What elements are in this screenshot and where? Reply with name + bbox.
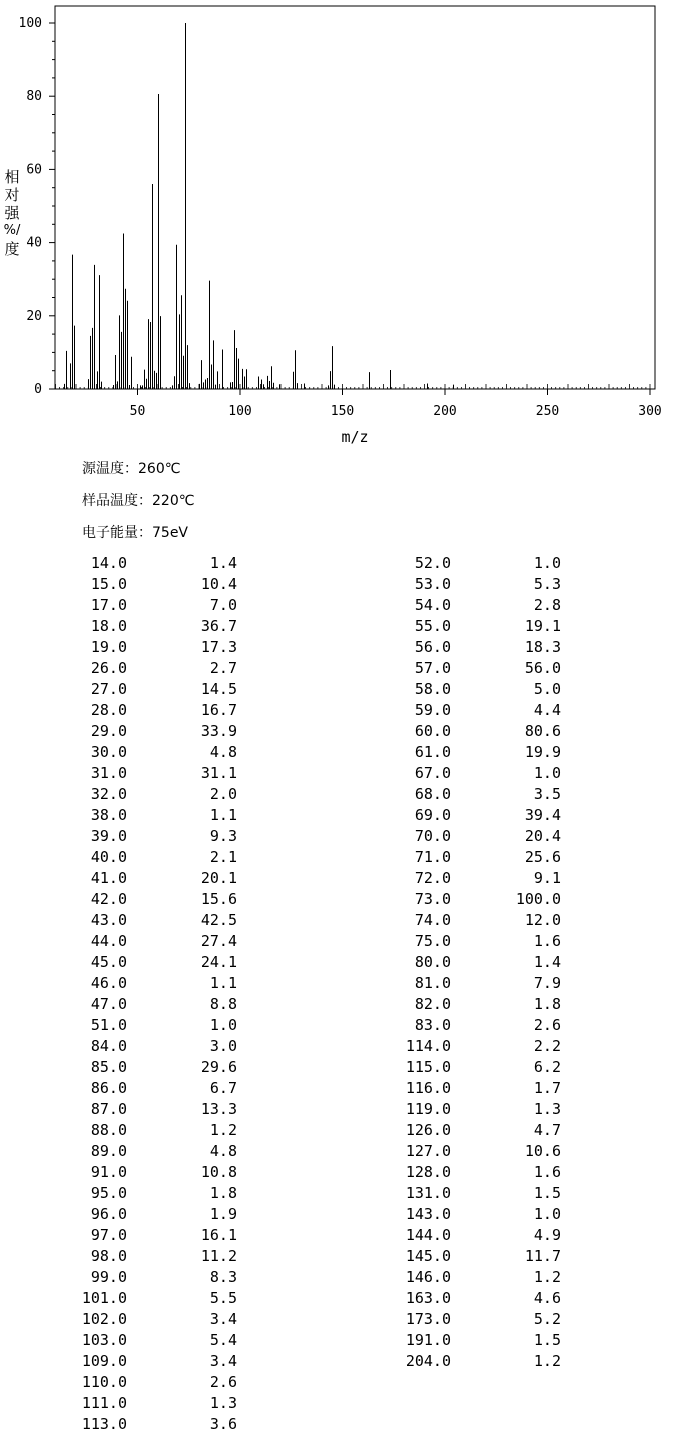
peak-intensity: 20.1 — [200, 869, 237, 887]
peak-mz: 61.0 — [414, 743, 451, 761]
peak-mz: 114.0 — [405, 1037, 451, 1055]
peak-mz: 191.0 — [405, 1331, 451, 1349]
peak-intensity: 1.0 — [533, 764, 561, 782]
peak-mz: 43.0 — [90, 911, 127, 929]
peak-intensity: 5.5 — [209, 1289, 237, 1307]
peak-mz: 54.0 — [414, 596, 451, 614]
right-column-row — [0, 721, 680, 742]
peak-mz: 88.0 — [90, 1121, 127, 1139]
peak-mz: 57.0 — [414, 659, 451, 677]
x-tick-label: 50 — [129, 404, 146, 419]
peak-mz: 144.0 — [405, 1226, 451, 1244]
right-column-row — [0, 931, 680, 952]
peak-mz: 127.0 — [405, 1142, 451, 1160]
peak-intensity: 80.6 — [524, 722, 561, 740]
peak-mz: 74.0 — [414, 911, 451, 929]
peak-intensity: 1.3 — [209, 1394, 237, 1412]
peak-mz: 15.0 — [90, 575, 127, 593]
peak-intensity: 2.8 — [533, 596, 561, 614]
peak-mz: 47.0 — [90, 995, 127, 1013]
peak-mz: 53.0 — [414, 575, 451, 593]
peak-mz: 67.0 — [414, 764, 451, 782]
peak-mz: 14.0 — [90, 554, 127, 572]
x-tick-label: 200 — [433, 404, 457, 419]
peak-intensity: 4.7 — [533, 1121, 561, 1139]
peak-mz: 111.0 — [81, 1394, 127, 1412]
y-tick-label: 80 — [26, 89, 42, 105]
peak-intensity: 4.9 — [533, 1226, 561, 1244]
peak-mz: 19.0 — [90, 638, 127, 656]
electron-energy: 电子能量：75eV — [82, 525, 189, 541]
peak-mz: 38.0 — [90, 806, 127, 824]
peak-intensity: 9.1 — [533, 869, 561, 887]
peak-mz: 128.0 — [405, 1163, 451, 1181]
y-tick-label: 40 — [26, 235, 42, 251]
peak-mz: 28.0 — [90, 701, 127, 719]
y-label-char: 相 — [4, 168, 20, 186]
right-column-row — [0, 1183, 680, 1204]
peak-intensity: 1.0 — [209, 1016, 237, 1034]
peak-intensity: 1.3 — [533, 1100, 561, 1118]
peak-intensity: 7.0 — [209, 596, 237, 614]
peak-mz: 52.0 — [414, 554, 451, 572]
peak-intensity: 8.8 — [209, 995, 237, 1013]
peak-mz: 26.0 — [90, 659, 127, 677]
right-column-row — [0, 889, 680, 910]
peak-intensity: 31.1 — [200, 764, 237, 782]
y-label-char: 度 — [4, 240, 20, 258]
right-column-row — [0, 595, 680, 616]
peak-mz: 58.0 — [414, 680, 451, 698]
peak-mz: 146.0 — [405, 1268, 451, 1286]
peak-mz: 102.0 — [81, 1310, 127, 1328]
right-column-row — [0, 1351, 680, 1372]
peak-intensity: 10.8 — [200, 1163, 237, 1181]
peak-mz: 18.0 — [90, 617, 127, 635]
peak-intensity: 39.4 — [524, 806, 561, 824]
peak-intensity: 9.3 — [209, 827, 237, 845]
right-column-row — [0, 1078, 680, 1099]
peak-mz: 83.0 — [414, 1016, 451, 1034]
peak-mz: 42.0 — [90, 890, 127, 908]
peak-intensity: 2.6 — [533, 1016, 561, 1034]
peak-intensity: 14.5 — [200, 680, 237, 698]
y-tick-label: 0 — [34, 382, 42, 397]
peak-intensity: 1.6 — [533, 1163, 561, 1181]
right-column-row — [0, 973, 680, 994]
peak-mz: 56.0 — [414, 638, 451, 656]
right-column-row — [0, 1267, 680, 1288]
right-column-row — [0, 763, 680, 784]
peak-mz: 68.0 — [414, 785, 451, 803]
peak-mz: 116.0 — [405, 1079, 451, 1097]
peak-mz: 126.0 — [405, 1121, 451, 1139]
peak-mz: 55.0 — [414, 617, 451, 635]
axis-ticks — [49, 23, 650, 395]
peak-mz: 204.0 — [405, 1352, 451, 1370]
peak-intensity: 3.4 — [209, 1352, 237, 1370]
peak-intensity: 1.0 — [533, 1205, 561, 1223]
peak-mz: 115.0 — [405, 1058, 451, 1076]
right-column-row — [0, 1330, 680, 1351]
right-column-row — [0, 1309, 680, 1330]
peak-mz: 101.0 — [81, 1289, 127, 1307]
right-column-row — [0, 868, 680, 889]
peak-mz: 73.0 — [414, 890, 451, 908]
x-tick-label: 300 — [638, 404, 662, 419]
peak-intensity: 42.5 — [200, 911, 237, 929]
peak-mz: 40.0 — [90, 848, 127, 866]
peak-intensity: 19.1 — [524, 617, 561, 635]
peak-intensity: 1.1 — [209, 974, 237, 992]
peak-mz: 39.0 — [90, 827, 127, 845]
peak-mz: 97.0 — [90, 1226, 127, 1244]
peak-mz: 81.0 — [414, 974, 451, 992]
peak-intensity: 56.0 — [524, 659, 561, 677]
peak-intensity: 2.6 — [209, 1373, 237, 1391]
peak-intensity: 7.9 — [533, 974, 561, 992]
source-temperature: 源温度：260℃ — [82, 461, 181, 477]
right-column-row — [0, 679, 680, 700]
peak-mz: 80.0 — [414, 953, 451, 971]
peak-intensity: 18.3 — [524, 638, 561, 656]
right-column-row — [0, 826, 680, 847]
peak-mz: 45.0 — [90, 953, 127, 971]
peak-mz: 75.0 — [414, 932, 451, 950]
peak-mz: 82.0 — [414, 995, 451, 1013]
right-column-row — [0, 637, 680, 658]
y-tick-label: 100 — [18, 16, 42, 31]
right-column-row — [0, 658, 680, 679]
right-column-row — [0, 1057, 680, 1078]
peak-intensity: 2.0 — [209, 785, 237, 803]
peak-intensity: 36.7 — [200, 617, 237, 635]
peak-intensity: 19.9 — [524, 743, 561, 761]
peak-intensity: 17.3 — [200, 638, 237, 656]
right-column-row — [0, 700, 680, 721]
peak-intensity: 4.8 — [209, 1142, 237, 1160]
peak-mz: 85.0 — [90, 1058, 127, 1076]
peak-intensity: 1.8 — [533, 995, 561, 1013]
peak-mz: 32.0 — [90, 785, 127, 803]
peak-intensity: 3.5 — [533, 785, 561, 803]
peak-mz: 98.0 — [90, 1247, 127, 1265]
right-column-row — [0, 574, 680, 595]
peak-mz: 163.0 — [405, 1289, 451, 1307]
peak-mz: 71.0 — [414, 848, 451, 866]
right-column-row — [0, 1036, 680, 1057]
peak-intensity: 33.9 — [200, 722, 237, 740]
peak-mz: 89.0 — [90, 1142, 127, 1160]
right-column-row — [0, 616, 680, 637]
peak-mz: 109.0 — [81, 1352, 127, 1370]
peak-intensity: 10.6 — [524, 1142, 561, 1160]
right-column-row — [0, 553, 680, 574]
peak-intensity: 1.2 — [209, 1121, 237, 1139]
peak-intensity: 2.2 — [533, 1037, 561, 1055]
right-column-row — [0, 952, 680, 973]
y-label-char: 强 — [4, 204, 20, 222]
plot-frame — [55, 6, 655, 389]
peak-intensity: 10.4 — [200, 575, 237, 593]
peak-intensity: 29.6 — [200, 1058, 237, 1076]
peak-intensity: 8.3 — [209, 1268, 237, 1286]
peak-mz: 51.0 — [90, 1016, 127, 1034]
tick-labels — [19, 16, 662, 419]
right-column-row — [0, 1141, 680, 1162]
mass-spectrum-chart — [0, 0, 680, 450]
peak-mz: 131.0 — [405, 1184, 451, 1202]
peak-mz: 96.0 — [90, 1205, 127, 1223]
right-column-row — [0, 805, 680, 826]
peak-intensity: 1.5 — [533, 1331, 561, 1349]
peak-intensity: 13.3 — [200, 1100, 237, 1118]
peak-intensity: 1.8 — [209, 1184, 237, 1202]
right-column-row — [0, 1162, 680, 1183]
left-column-row — [0, 1393, 680, 1414]
peak-mz: 143.0 — [405, 1205, 451, 1223]
peak-mz: 17.0 — [90, 596, 127, 614]
right-column-row — [0, 1015, 680, 1036]
peak-intensity: 1.5 — [533, 1184, 561, 1202]
peak-intensity: 4.8 — [209, 743, 237, 761]
peak-intensity: 11.7 — [524, 1247, 561, 1265]
right-column-row — [0, 1120, 680, 1141]
peak-mz: 145.0 — [405, 1247, 451, 1265]
peak-mz: 30.0 — [90, 743, 127, 761]
peak-mz: 91.0 — [90, 1163, 127, 1181]
peak-intensity: 27.4 — [200, 932, 237, 950]
x-tick-label: 150 — [330, 404, 355, 419]
peak-mz: 72.0 — [414, 869, 451, 887]
peak-intensity: 1.4 — [209, 554, 237, 572]
peak-intensity: 3.4 — [209, 1310, 237, 1328]
peak-intensity: 5.2 — [533, 1310, 561, 1328]
spectrum-peaks — [65, 23, 454, 389]
peak-intensity: 5.3 — [533, 575, 561, 593]
peak-intensity: 25.6 — [524, 848, 561, 866]
peak-mz: 69.0 — [414, 806, 451, 824]
left-column-row — [0, 1372, 680, 1393]
peak-intensity: 4.6 — [533, 1289, 561, 1307]
peak-intensity: 15.6 — [200, 890, 237, 908]
peak-mz: 87.0 — [90, 1100, 127, 1118]
peak-mz: 173.0 — [405, 1310, 451, 1328]
peak-intensity: 4.4 — [533, 701, 561, 719]
peak-mz: 27.0 — [90, 680, 127, 698]
y-axis-label — [2, 168, 22, 258]
peak-intensity: 3.0 — [209, 1037, 237, 1055]
right-column-row — [0, 1288, 680, 1309]
peak-intensity: 1.4 — [533, 953, 561, 971]
peak-intensity: 12.0 — [524, 911, 561, 929]
peak-mz: 95.0 — [90, 1184, 127, 1202]
y-tick-label: 20 — [26, 308, 42, 324]
peak-intensity: 20.4 — [524, 827, 561, 845]
peak-mz: 60.0 — [414, 722, 451, 740]
peak-intensity: 1.0 — [533, 554, 561, 572]
peak-mz: 29.0 — [90, 722, 127, 740]
right-column-row — [0, 1099, 680, 1120]
peak-intensity: 1.1 — [209, 806, 237, 824]
peak-intensity: 1.2 — [533, 1352, 561, 1370]
peak-mz: 44.0 — [90, 932, 127, 950]
peak-mz: 41.0 — [90, 869, 127, 887]
peak-intensity: 5.4 — [209, 1331, 237, 1349]
peak-intensity: 24.1 — [200, 953, 237, 971]
x-tick-label: 100 — [228, 404, 252, 419]
peak-mz: 113.0 — [81, 1415, 127, 1433]
peak-mz: 31.0 — [90, 764, 127, 782]
peak-intensity: 1.7 — [533, 1079, 561, 1097]
sample-temperature: 样品温度：220℃ — [82, 493, 195, 509]
peak-intensity: 6.2 — [533, 1058, 561, 1076]
peak-intensity: 1.2 — [533, 1268, 561, 1286]
peak-mz: 119.0 — [405, 1100, 451, 1118]
left-column-row — [0, 1414, 680, 1435]
right-column-row — [0, 847, 680, 868]
y-tick-label: 60 — [26, 162, 42, 178]
peak-mz: 103.0 — [81, 1331, 127, 1349]
peak-intensity: 5.0 — [533, 680, 561, 698]
y-label-char: 对 — [4, 186, 20, 204]
x-tick-label: 250 — [535, 404, 560, 419]
peak-intensity: 16.1 — [200, 1226, 237, 1244]
peak-intensity: 16.7 — [200, 701, 237, 719]
peak-mz: 99.0 — [90, 1268, 127, 1286]
peak-table — [0, 553, 680, 1433]
peak-mz: 86.0 — [90, 1079, 127, 1097]
right-column-row — [0, 910, 680, 931]
peak-intensity: 6.7 — [209, 1079, 237, 1097]
right-column-row — [0, 1225, 680, 1246]
peak-intensity: 11.2 — [200, 1247, 237, 1265]
x-axis-label: m/z — [341, 428, 369, 446]
peak-mz: 59.0 — [414, 701, 451, 719]
y-label-prefix: %/ — [3, 223, 21, 238]
peak-intensity: 2.7 — [209, 659, 237, 677]
right-column-row — [0, 1204, 680, 1225]
right-column-row — [0, 784, 680, 805]
right-column-row — [0, 742, 680, 763]
peak-intensity: 100.0 — [515, 890, 561, 908]
peak-mz: 70.0 — [414, 827, 451, 845]
peak-mz: 84.0 — [90, 1037, 127, 1055]
peak-mz: 46.0 — [90, 974, 127, 992]
peak-intensity: 3.6 — [209, 1415, 237, 1433]
right-column-row — [0, 1246, 680, 1267]
right-column-row — [0, 994, 680, 1015]
peak-mz: 110.0 — [81, 1373, 127, 1391]
peak-intensity: 2.1 — [209, 848, 237, 866]
peak-intensity: 1.9 — [209, 1205, 237, 1223]
peak-intensity: 1.6 — [533, 932, 561, 950]
